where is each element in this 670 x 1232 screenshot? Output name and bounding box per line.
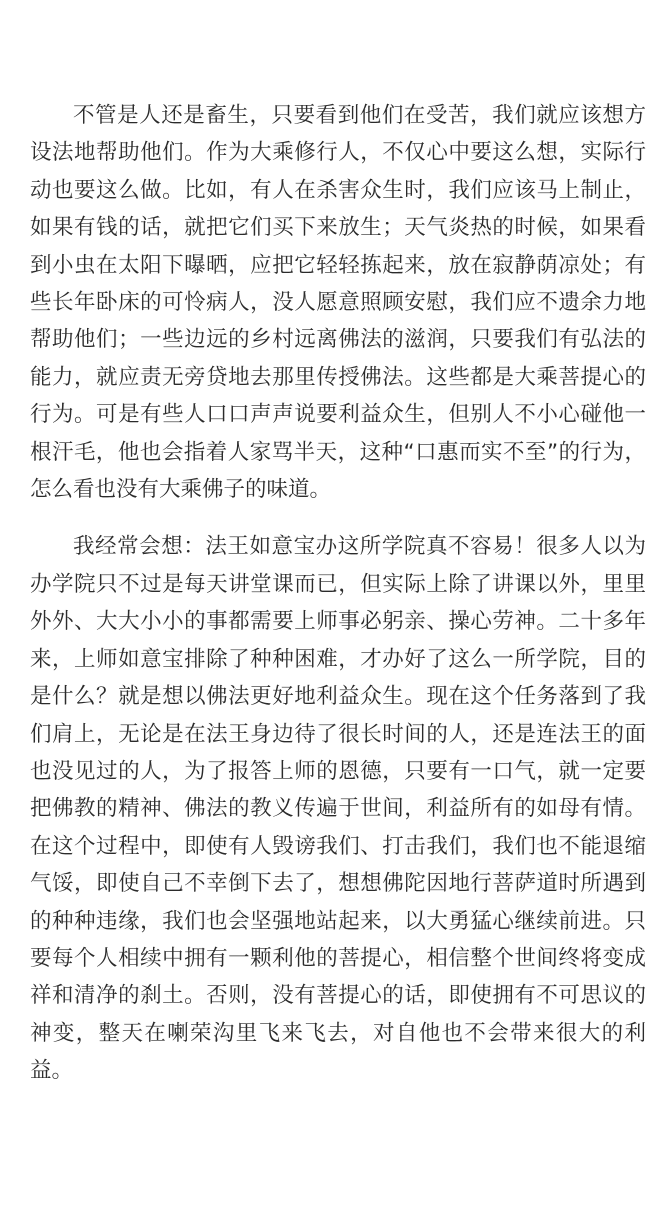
paragraph-2: 我经常会想：法王如意宝办这所学院真不容易！很多人以为办学院只不过是每天讲堂课而已，但实际上除了讲课以外，里里外外、大大小小的事都需要上师事必躬亲、操心劳神。二十多年来，上师如意宝排除了种种困难，才办好了这么一所学院，目的是什么？就是想以佛法更好地利益众生。现在这个任务落到了我们肩上，无论是在法王身边待了很长时间的人，还是连法王的面也没见过的人，为了报答上师的恩德，只要有一口气，就一定要把佛教的精神、佛法的教义传遍于世间，利益所有的如母有情。在这个过程中，即使有人毁谤我们、打击我们，我们也不能退缩气馁，即使自己不幸倒下去了，想想佛陀因地行菩萨道时所遇到的种种违缘，我们也会坚强地站起来，以大勇猛心继续前进。只要每个人相续中拥有一颗利他的菩提心，相信整个世间终将变成祥和清净的刹土。否则，没有菩提心的话，即使拥有不可思议的神变，整天在喇荣沟里飞来飞去，对自他也不会带来很大的利益。 <box>30 534 646 1084</box>
paragraph-1: 不管是人还是畜生，只要看到他们在受苦，我们就应该想方设法地帮助他们。作为大乘修行人，不仅心中要这么想，实际行动也要这么做。比如，有人在杀害众生时，我们应该马上制止，如果有钱的话，就把它们买下来放生；天气炎热的时候，如果看到小虫在太阳下曝晒，应把它轻轻拣起来，放在寂静荫凉处；有些长年卧床的可怜病人，没人愿意照顾安慰，我们应不遗余力地帮助他们；一些边远的乡村远离佛法的滋润，只要我们有弘法的能力，就应责无旁贷地去那里传授佛法。这些都是大乘菩提心的行为。可是有些人口口声声说要利益众生，但别人不小心碰他一根汗毛，他也会指着人家骂半天，这种“口惠而实不至”的行为，怎么看也没有大乘佛子的味道。 <box>30 103 646 503</box>
document-body <box>30 97 646 1090</box>
